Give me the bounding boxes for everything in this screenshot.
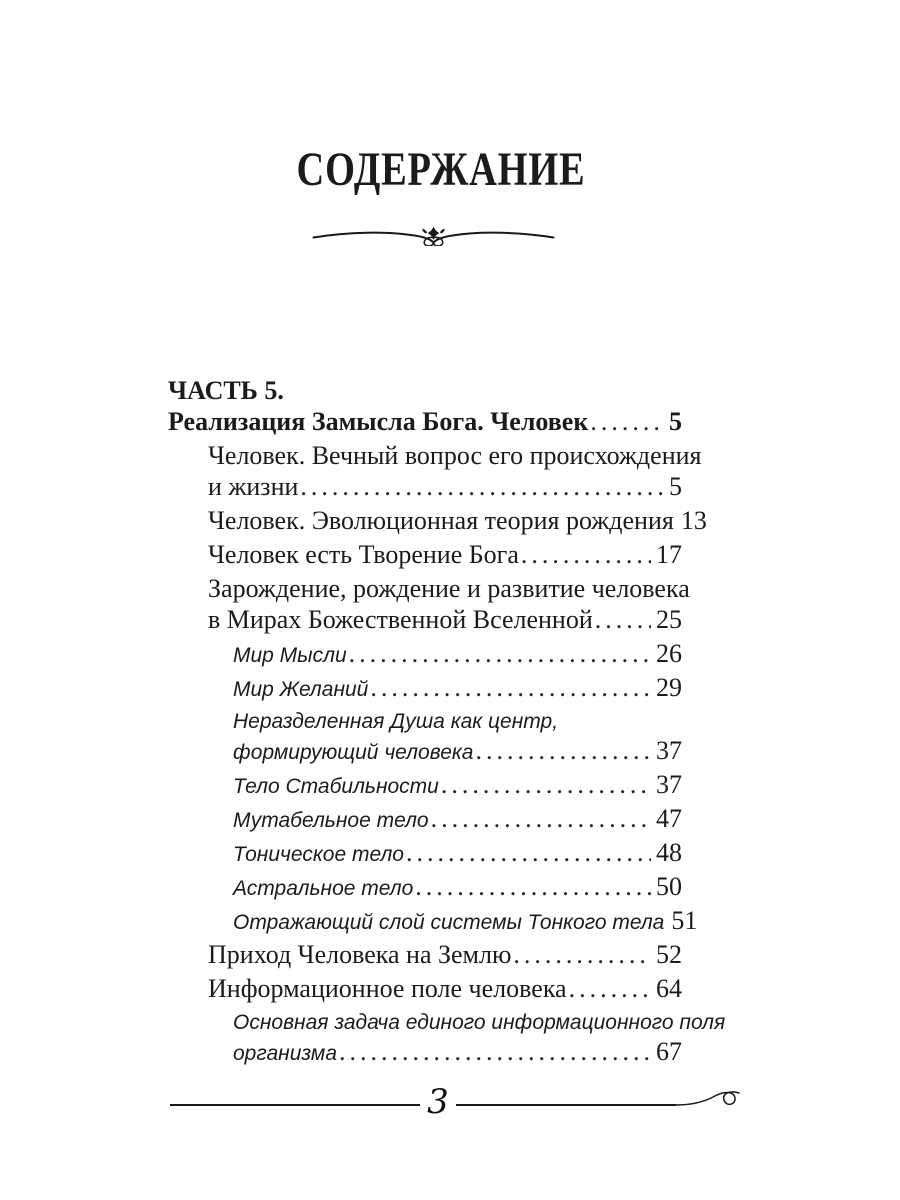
toc-entry-text: Человек есть Творение Бога: [208, 540, 519, 569]
toc-entry-page-number: 17: [656, 540, 682, 569]
page-footer: [168, 1081, 744, 1121]
toc-entry: [168, 377, 682, 439]
dot-leader: [441, 771, 651, 802]
ornament-divider-icon: [312, 224, 555, 246]
toc-entry-line: [233, 737, 682, 768]
toc-entry-page-number: 37: [656, 736, 682, 765]
toc-entry-text: Реализация Замысла Бога. Человек: [168, 407, 589, 436]
dot-leader: [431, 805, 651, 836]
dot-leader: [406, 839, 651, 870]
toc-entry-line: [233, 1009, 726, 1038]
toc-entry: [208, 441, 702, 504]
toc-entry-line: [208, 473, 682, 504]
toc-entry-text: Астральное тело: [233, 877, 414, 900]
toc-entry-page-number: 64: [656, 974, 682, 1003]
dot-leader: [349, 640, 651, 671]
dot-leader: [370, 674, 651, 705]
toc-entry-line: [233, 1038, 682, 1069]
toc-entry-page-number: 29: [656, 673, 682, 702]
toc-entry-page-number: 5: [669, 407, 682, 436]
toc-entry-page-number: 5: [669, 472, 682, 501]
toc-entry-line: [233, 873, 682, 904]
dot-leader: [339, 1038, 651, 1069]
toc-entry-line: [208, 941, 682, 972]
toc-entry-text: Человек. Эволюционная теория рождения: [208, 506, 674, 535]
dot-leader: [513, 941, 651, 972]
dot-leader: [415, 873, 651, 904]
toc-entry-line: [208, 606, 682, 637]
toc-entry-text: Основная задача единого информационного поля: [233, 1011, 726, 1034]
toc-entry-text: Человек. Вечный вопрос его происхождения: [208, 441, 702, 470]
toc-entry-line: [233, 771, 682, 802]
dot-leader: [300, 473, 664, 504]
toc-entry-text: Мир Желаний: [233, 678, 369, 701]
toc-entry-page-number: 67: [656, 1037, 682, 1066]
toc-entry-page-number: 50: [656, 872, 682, 901]
toc-entry: [233, 1009, 726, 1069]
toc-entry-page-number: 13: [680, 506, 707, 535]
toc-entry-page-number: 25: [656, 605, 682, 634]
toc-entry-line: [233, 674, 682, 705]
toc-entry-page-number: 52: [656, 940, 682, 969]
toc-entry-line: [233, 839, 682, 870]
page-number: 3: [427, 1082, 449, 1121]
toc-entry: [233, 640, 682, 671]
toc-entry: [208, 574, 690, 637]
table-of-contents: [168, 376, 726, 1072]
toc-entry-line: [233, 708, 682, 737]
dot-leader: [595, 606, 651, 637]
toc-entry-line: [208, 975, 682, 1006]
toc-entry: [233, 873, 682, 904]
toc-entry-line: [208, 541, 682, 572]
toc-entry-text: Тоническое тело: [233, 843, 404, 866]
toc-entry-text: Тело Стабильности: [233, 775, 439, 798]
toc-entry-text: в Мирах Божественной Вселенной: [208, 605, 593, 634]
toc-entry: [208, 541, 682, 572]
toc-entry-page-number: 47: [656, 804, 682, 833]
toc-entry: [233, 771, 682, 802]
dot-leader: [569, 975, 651, 1006]
toc-entry: [233, 708, 682, 768]
toc-entry-text: Приход Человека на Землю: [208, 940, 512, 969]
toc-entry-line: [233, 805, 682, 836]
toc-entry-text: Мутабельное тело: [233, 809, 429, 832]
toc-entry: [233, 674, 682, 705]
toc-entry-line: [208, 574, 690, 606]
toc-entry-text: Мир Мысли: [233, 644, 347, 667]
toc-entry: [233, 805, 682, 836]
toc-entry-line: [208, 506, 707, 538]
dot-leader: [590, 408, 664, 439]
toc-entry-page-number: 51: [671, 906, 698, 935]
toc-entry-page-number: 37: [656, 770, 682, 799]
toc-entry-text: и жизни: [208, 472, 299, 501]
toc-entry-text: организма: [233, 1042, 337, 1065]
toc-entry-page-number: 26: [656, 639, 682, 668]
toc-entry-text: Информационное поле человека: [208, 974, 567, 1003]
toc-entry: [233, 839, 682, 870]
toc-entry-text: Отражающий слой системы Тонкого тела: [233, 911, 665, 934]
dot-leader: [521, 541, 651, 572]
toc-entry: [208, 506, 707, 538]
toc-entry: [233, 906, 698, 938]
toc-entry-line: [168, 377, 682, 408]
dot-leader: [475, 737, 651, 768]
toc-entry-line: [208, 441, 702, 473]
toc-entry-line: [168, 408, 682, 439]
toc-entry-text: Неразделенная Душа как центр,: [233, 710, 559, 733]
toc-entry: [208, 975, 682, 1006]
toc-entry-text: формирующий человека: [233, 741, 474, 764]
toc-entry-line: [233, 906, 698, 938]
toc-entry-page-number: 48: [656, 838, 682, 867]
toc-entry-line: [233, 640, 682, 671]
toc-entry-text: ЧАСТЬ 5.: [168, 376, 284, 405]
footer-rule-curl-icon: [676, 1092, 739, 1105]
page-title: СОДЕРЖАНИЕ: [296, 143, 586, 196]
toc-entry-text: Зарождение, рождение и развитие человека: [208, 574, 690, 603]
toc-entry: [208, 941, 682, 972]
